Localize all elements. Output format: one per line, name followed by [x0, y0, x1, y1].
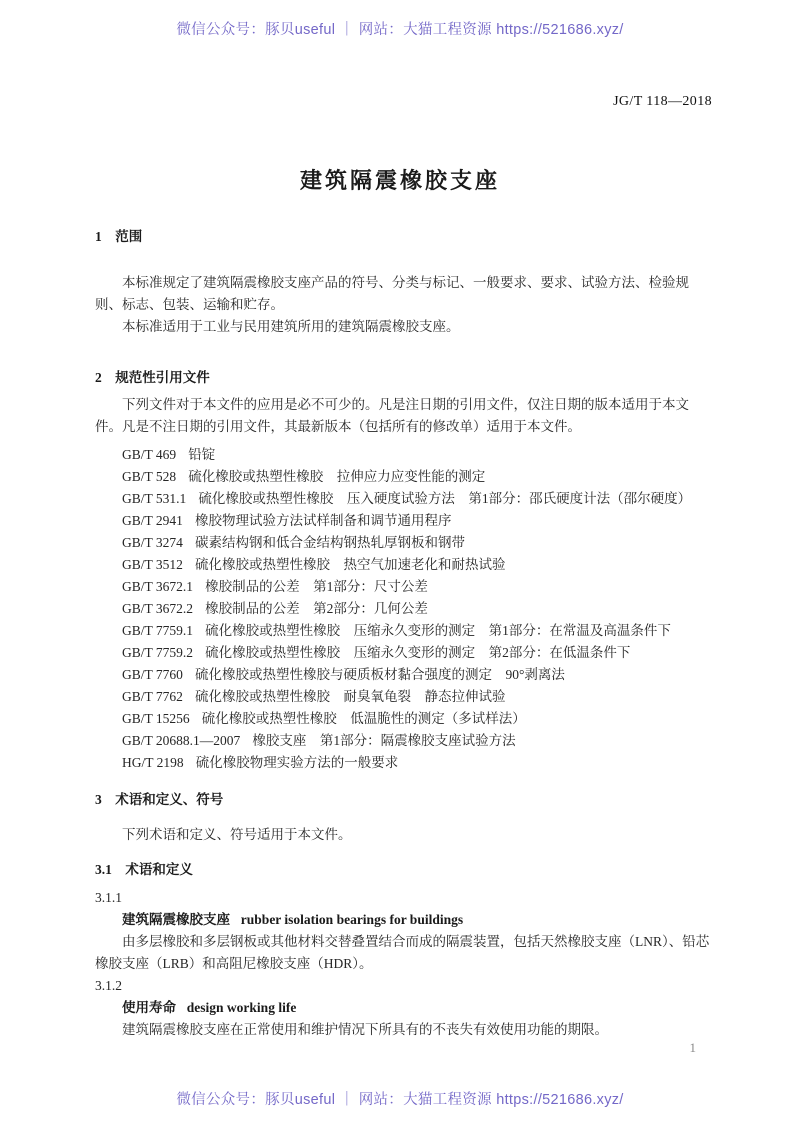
- reference-item: [95, 444, 712, 466]
- page-number: 1: [689, 1040, 696, 1055]
- reference-title: 硫化橡胶或热塑性橡胶 压缩永久变形的测定 第2部分：在低温条件下: [205, 645, 631, 660]
- term-block-3-1-2: [95, 975, 712, 1041]
- reference-item: [95, 466, 712, 488]
- section-3-heading: 3 术语和定义、符号: [95, 792, 224, 807]
- section-2-heading: 2 规范性引用文件: [95, 370, 210, 385]
- reference-title: 硫化橡胶或热塑性橡胶 压缩永久变形的测定 第1部分：在常温及高温条件下: [205, 623, 671, 638]
- reference-code: GB/T 20688.1—2007: [122, 733, 241, 748]
- reference-item: [95, 554, 712, 576]
- reference-title: 硫化橡胶或热塑性橡胶 拉伸应力应变性能的测定: [188, 469, 486, 484]
- reference-item: [95, 598, 712, 620]
- reference-code: GB/T 7759.2: [122, 645, 194, 660]
- term-number: 3.1.1: [95, 890, 122, 905]
- reference-code: GB/T 15256: [122, 711, 190, 726]
- section-1-paragraph: 本标准规定了建筑隔震橡胶支座产品的符号、分类与标记、一般要求、要求、试验方法、检验规则、标志、包装、运输和贮存。: [95, 275, 689, 312]
- reference-item: [95, 752, 712, 774]
- term-definition: 由多层橡胶和多层钢板或其他材料交替叠置结合而成的隔震装置，包括天然橡胶支座（LNR）、铅芯橡胶支座（LRB）和高阻尼橡胶支座（HDR）。: [95, 934, 710, 971]
- watermark-bottom: 微信公众号：豚贝useful ｜ 网站：大猫工程资源 https://521686.xyz/: [176, 1092, 624, 1108]
- reference-item: [95, 576, 712, 598]
- reference-code: GB/T 3672.1: [122, 579, 194, 594]
- reference-title: 碳素结构钢和低合金结构钢热轧厚钢板和钢带: [195, 535, 466, 550]
- doc-number: JG/T 118—2018: [613, 94, 712, 109]
- reference-title: 铅锭: [188, 447, 216, 462]
- watermark-top: 微信公众号：豚贝useful ｜ 网站：大猫工程资源 https://521686.xyz/: [176, 22, 624, 38]
- reference-code: GB/T 3672.2: [122, 601, 194, 616]
- page-title: 建筑隔震橡胶支座: [299, 168, 500, 193]
- term-definition: 建筑隔震橡胶支座在正常使用和维护情况下所具有的不丧失有效使用功能的期限。: [122, 1022, 608, 1037]
- section-1-paragraph: 本标准适用于工业与民用建筑所用的建筑隔震橡胶支座。: [122, 319, 460, 334]
- term-name-zh: 建筑隔震橡胶支座: [122, 912, 230, 927]
- reference-code: GB/T 528: [122, 469, 177, 484]
- reference-item: [95, 488, 712, 510]
- reference-item: [95, 620, 712, 642]
- reference-code: HG/T 2198: [122, 755, 184, 770]
- reference-item: [95, 532, 712, 554]
- reference-item: [95, 664, 712, 686]
- reference-title: 橡胶制品的公差 第2部分：几何公差: [205, 601, 428, 616]
- references-list: [95, 444, 712, 774]
- term-name: [95, 997, 712, 1019]
- term-name-en: rubber isolation bearings for buildings: [240, 912, 464, 927]
- reference-code: GB/T 7762: [122, 689, 183, 704]
- reference-title: 硫化橡胶或热塑性橡胶与硬质板材黏合强度的测定 90°剥离法: [195, 667, 565, 682]
- reference-code: GB/T 2941: [122, 513, 183, 528]
- reference-code: GB/T 7759.1: [122, 623, 194, 638]
- term-name: [95, 909, 712, 931]
- reference-title: 橡胶支座 第1部分：隔震橡胶支座试验方法: [252, 733, 516, 748]
- section-2-intro: 下列文件对于本文件的应用是必不可少的。凡是注日期的引用文件，仅注日期的版本适用于本文件。凡是不注日期的引用文件，其最新版本（包括所有的修改单）适用于本文件。: [95, 397, 689, 434]
- reference-title: 硫化橡胶或热塑性橡胶 压入硬度试验方法 第1部分：邵氏硬度计法（邵尔硬度）: [198, 491, 692, 506]
- reference-item: [95, 686, 712, 708]
- section-3-intro: 下列术语和定义、符号适用于本文件。: [122, 827, 352, 842]
- reference-title: 橡胶制品的公差 第1部分：尺寸公差: [205, 579, 428, 594]
- term-name-en: design working life: [186, 1000, 297, 1015]
- reference-code: GB/T 531.1: [122, 491, 187, 506]
- term-number: 3.1.2: [95, 978, 122, 993]
- reference-item: [95, 708, 712, 730]
- section-3-1-heading: 3.1 术语和定义: [95, 862, 193, 877]
- reference-title: 硫化橡胶或热塑性橡胶 耐臭氧龟裂 静态拉伸试验: [195, 689, 506, 704]
- term-name-zh: 使用寿命: [122, 1000, 176, 1015]
- reference-title: 硫化橡胶物理实验方法的一般要求: [195, 755, 399, 770]
- reference-code: GB/T 469: [122, 447, 177, 462]
- term-block-3-1-1: [95, 887, 712, 975]
- reference-title: 橡胶物理试验方法试样制备和调节通用程序: [195, 513, 452, 528]
- reference-code: GB/T 3274: [122, 535, 183, 550]
- reference-title: 硫化橡胶或热塑性橡胶 低温脆性的测定（多试样法）: [201, 711, 526, 726]
- section-1-heading: 1 范围: [95, 229, 143, 244]
- document-body: [95, 226, 712, 1041]
- reference-code: GB/T 7760: [122, 667, 183, 682]
- reference-item: [95, 510, 712, 532]
- reference-item: [95, 642, 712, 664]
- reference-code: GB/T 3512: [122, 557, 183, 572]
- reference-item: [95, 730, 712, 752]
- reference-title: 硫化橡胶或热塑性橡胶 热空气加速老化和耐热试验: [195, 557, 506, 572]
